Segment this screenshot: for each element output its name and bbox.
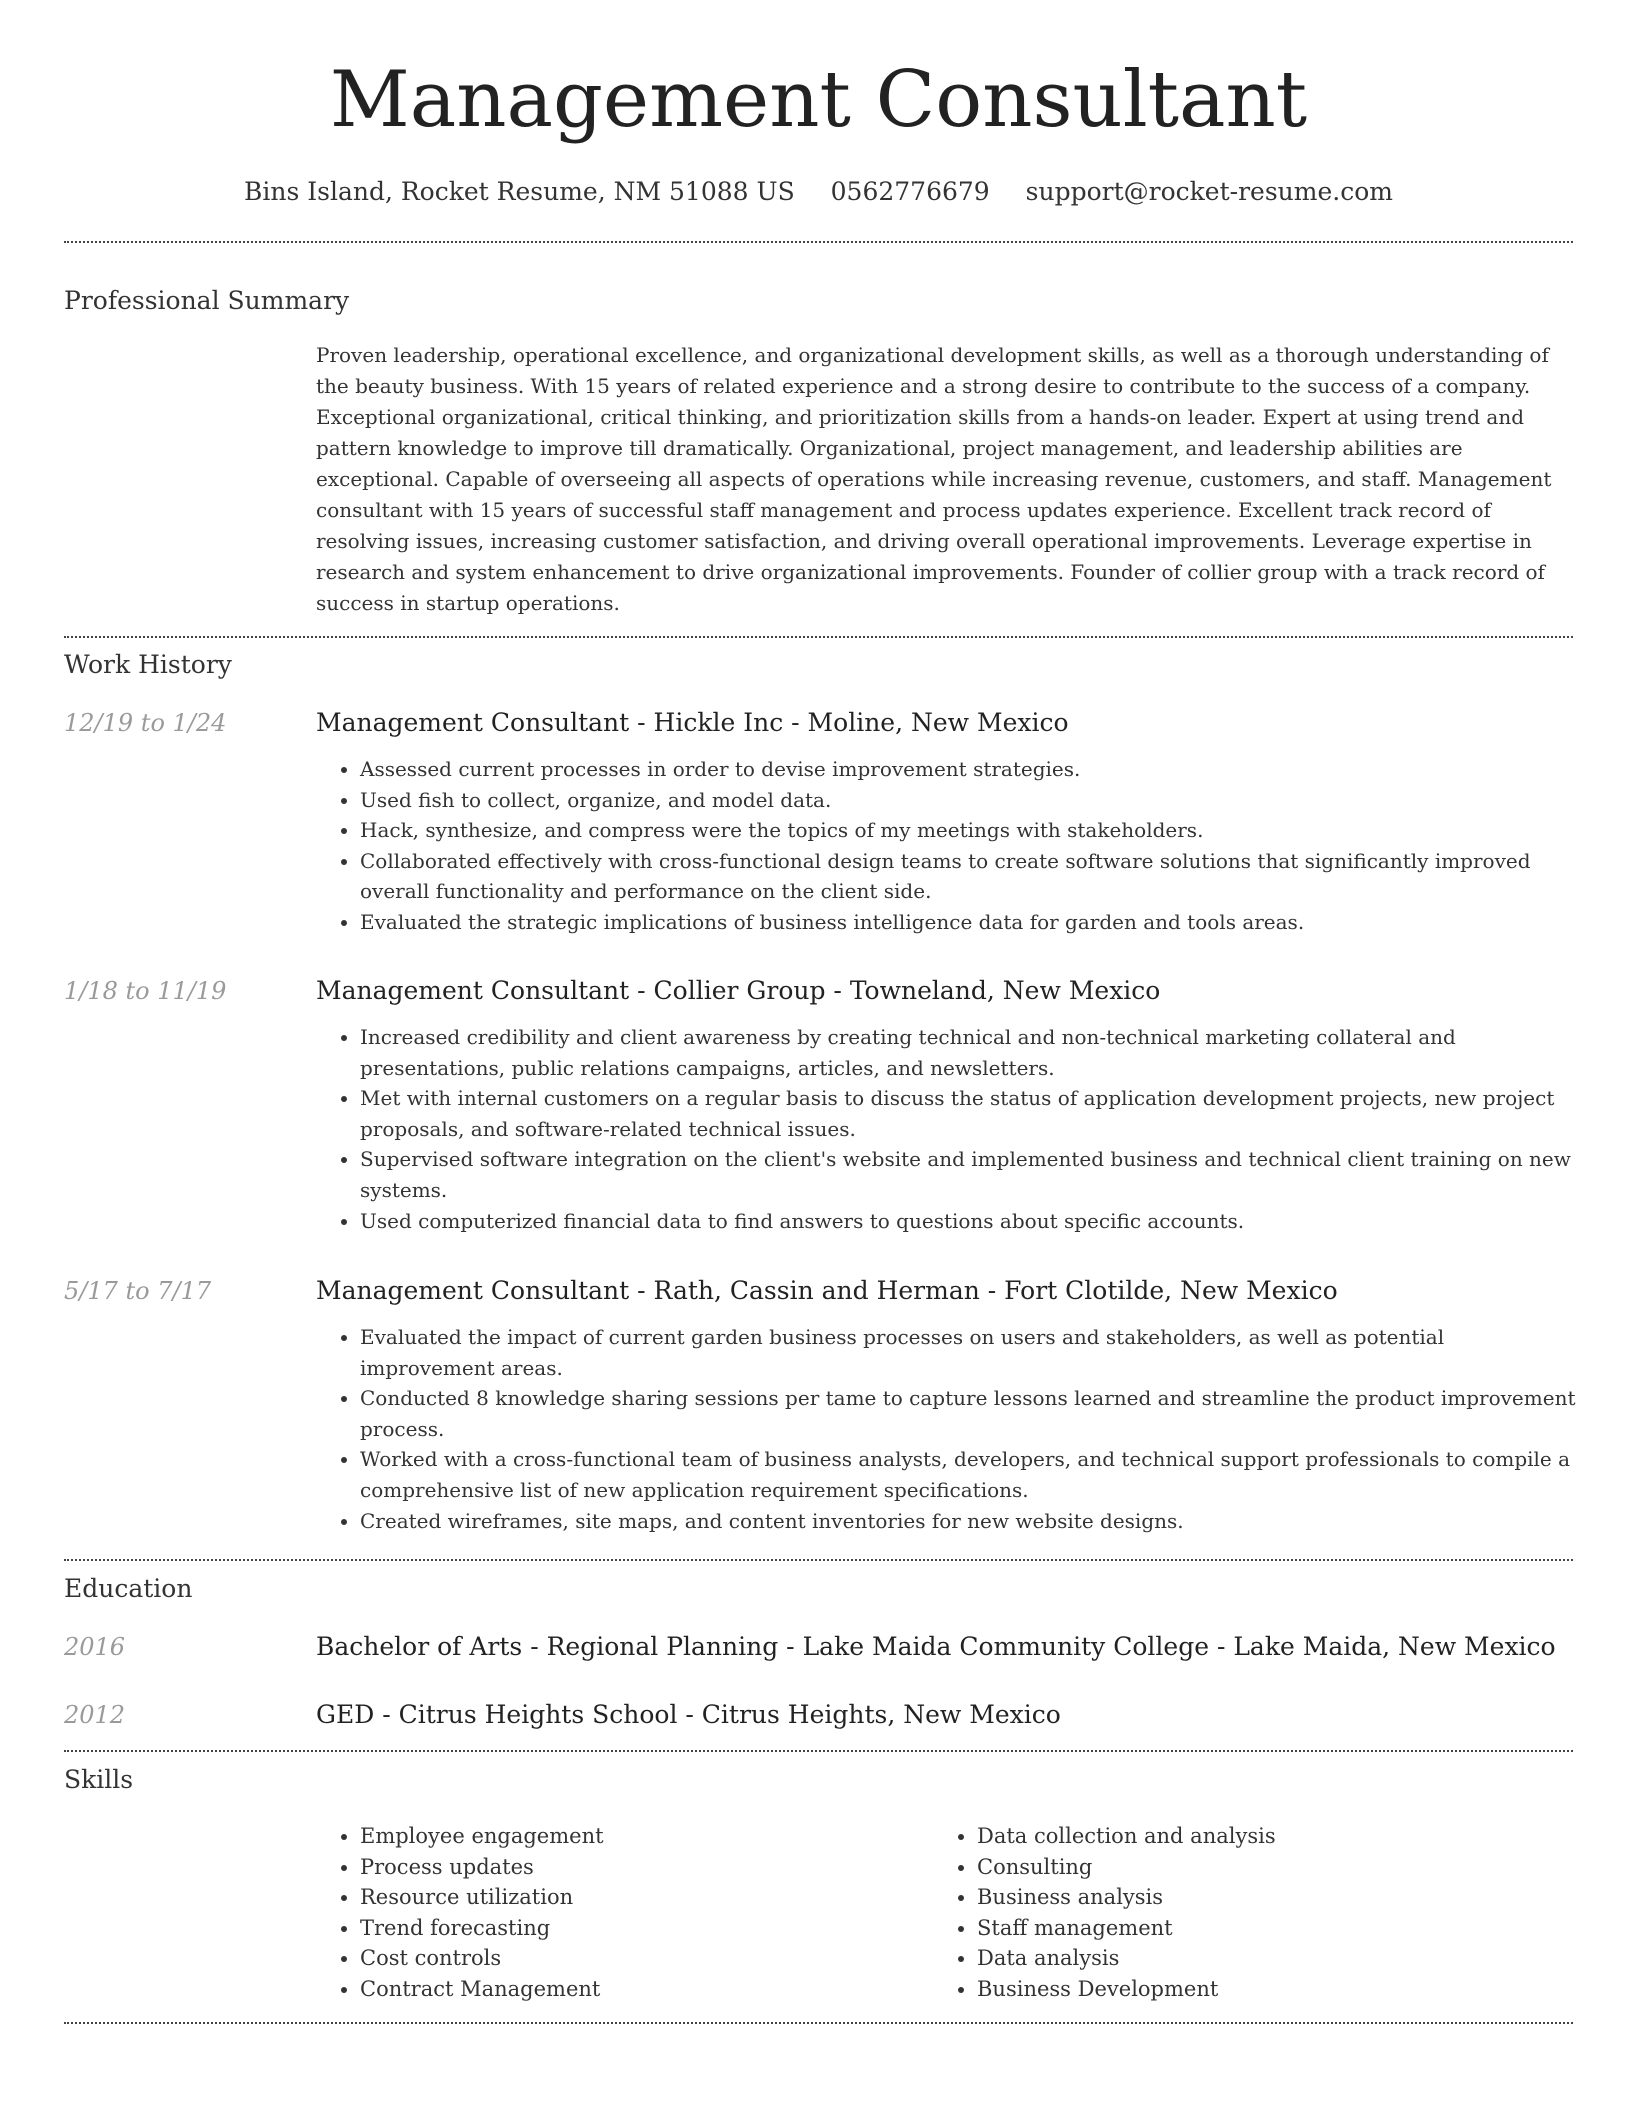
job-date: 1/18 to 11/19 bbox=[64, 977, 227, 1005]
list-item: • Consulting bbox=[977, 1852, 1276, 1883]
list-item: • Employee engagement bbox=[360, 1821, 604, 1852]
section-title-work: Work History bbox=[64, 650, 232, 679]
contact-address: Bins Island, Rocket Resume, NM 51088 US bbox=[244, 177, 795, 206]
divider bbox=[64, 1750, 1573, 1752]
job-bullets bbox=[316, 1322, 1576, 1536]
education-year: 2012 bbox=[64, 1701, 126, 1729]
list-item: • Conducted 8 knowledge sharing sessions per tame to capture lessons learned and streamline the product improvement process. bbox=[360, 1383, 1576, 1444]
list-item: • Business analysis bbox=[977, 1882, 1276, 1913]
divider bbox=[64, 636, 1573, 638]
list-item: • Assessed current processes in order to devise improvement strategies. bbox=[360, 754, 1576, 785]
list-item: • Created wireframes, site maps, and content inventories for new website designs. bbox=[360, 1506, 1576, 1537]
job-bullets bbox=[316, 1022, 1576, 1236]
job-date: 12/19 to 1/24 bbox=[64, 709, 227, 737]
divider bbox=[64, 1559, 1573, 1561]
education-year: 2016 bbox=[64, 1633, 126, 1661]
section-title-skills: Skills bbox=[64, 1765, 134, 1794]
contact-line bbox=[64, 174, 1573, 210]
section-title-education: Education bbox=[64, 1574, 193, 1603]
list-item: • Increased credibility and client awareness by creating technical and non-technical marketing collateral and presentations, public relations campaigns, articles, and newsletters. bbox=[360, 1022, 1576, 1083]
list-item: • Used fish to collect, organize, and model data. bbox=[360, 785, 1576, 816]
divider bbox=[64, 2022, 1573, 2024]
skills-list-right bbox=[933, 1821, 1276, 2005]
contact-email: support@rocket-resume.com bbox=[1025, 177, 1393, 206]
job-title: Management Consultant - Hickle Inc - Moline, New Mexico bbox=[316, 708, 1069, 737]
list-item: • Staff management bbox=[977, 1913, 1276, 1944]
resume-name: Management Consultant bbox=[329, 55, 1308, 145]
job-entry bbox=[316, 974, 1576, 1236]
list-item: • Worked with a cross-functional team of business analysts, developers, and technical support professionals to compile a comprehensive list of new application requirement specifications. bbox=[360, 1444, 1576, 1505]
list-item: • Resource utilization bbox=[360, 1882, 604, 1913]
list-item: • Used computerized financial data to find answers to questions about specific accounts. bbox=[360, 1206, 1576, 1237]
job-title: Management Consultant - Rath, Cassin and Herman - Fort Clotilde, New Mexico bbox=[316, 1276, 1338, 1305]
list-item: • Cost controls bbox=[360, 1943, 604, 1974]
summary-content bbox=[316, 340, 1576, 619]
list-item: • Supervised software integration on the client's website and implemented business and technical client training on new systems. bbox=[360, 1144, 1576, 1205]
list-item: • Contract Management bbox=[360, 1974, 604, 2005]
skills-list-left bbox=[316, 1821, 604, 2005]
job-bullets bbox=[316, 754, 1576, 938]
job-entry bbox=[316, 706, 1576, 938]
summary-text: Proven leadership, operational excellence, and organizational development skills, as well as a thorough understanding of the beauty business. With 15 years of related experience and a strong desire to contribute to the success of a company. Exceptional organizational, critical thinking, and prioritization skills from a hands-on leader. Expert at using trend and pattern knowledge to improve till dramatically. Organizational, project management, and leadership abilities are exceptional. Capable of overseeing all aspects of operations while increasing revenue, customers, and staff. Management consultant with 15 years of successful staff management and process updates experience. Excellent track record of resolving issues, increasing customer satisfaction, and driving overall operational improvements. Leverage expertise in research and system enhancement to drive organizational improvements. Founder of collier group with a track record of success in startup operations. bbox=[316, 343, 1552, 615]
job-title: Management Consultant - Collier Group - Towneland, New Mexico bbox=[316, 976, 1161, 1005]
job-date: 5/17 to 7/17 bbox=[64, 1277, 212, 1305]
contact-phone: 0562776679 bbox=[830, 177, 990, 206]
job-entry bbox=[316, 1274, 1576, 1536]
list-item: • Hack, synthesize, and compress were the topics of my meetings with stakeholders. bbox=[360, 815, 1576, 846]
section-title-summary: Professional Summary bbox=[64, 286, 350, 315]
resume-page bbox=[64, 0, 1576, 2001]
list-item: • Evaluated the strategic implications of business intelligence data for garden and tools areas. bbox=[360, 907, 1576, 938]
list-item: • Business Development bbox=[977, 1974, 1276, 2005]
divider bbox=[64, 241, 1573, 243]
list-item: • Data analysis bbox=[977, 1943, 1276, 1974]
list-item: • Met with internal customers on a regular basis to discuss the status of application development projects, new project proposals, and software-related technical issues. bbox=[360, 1083, 1576, 1144]
list-item: • Data collection and analysis bbox=[977, 1821, 1276, 1852]
list-item: • Process updates bbox=[360, 1852, 604, 1883]
education-entry: GED - Citrus Heights School - Citrus Heights, New Mexico bbox=[316, 1700, 1061, 1729]
list-item: • Trend forecasting bbox=[360, 1913, 604, 1944]
list-item: • Evaluated the impact of current garden business processes on users and stakeholders, as well as potential improvement areas. bbox=[360, 1322, 1576, 1383]
education-entry: Bachelor of Arts - Regional Planning - Lake Maida Community College - Lake Maida, New Mexico bbox=[316, 1632, 1556, 1661]
list-item: • Collaborated effectively with cross-functional design teams to create software solutions that significantly improved overall functionality and performance on the client side. bbox=[360, 846, 1576, 907]
